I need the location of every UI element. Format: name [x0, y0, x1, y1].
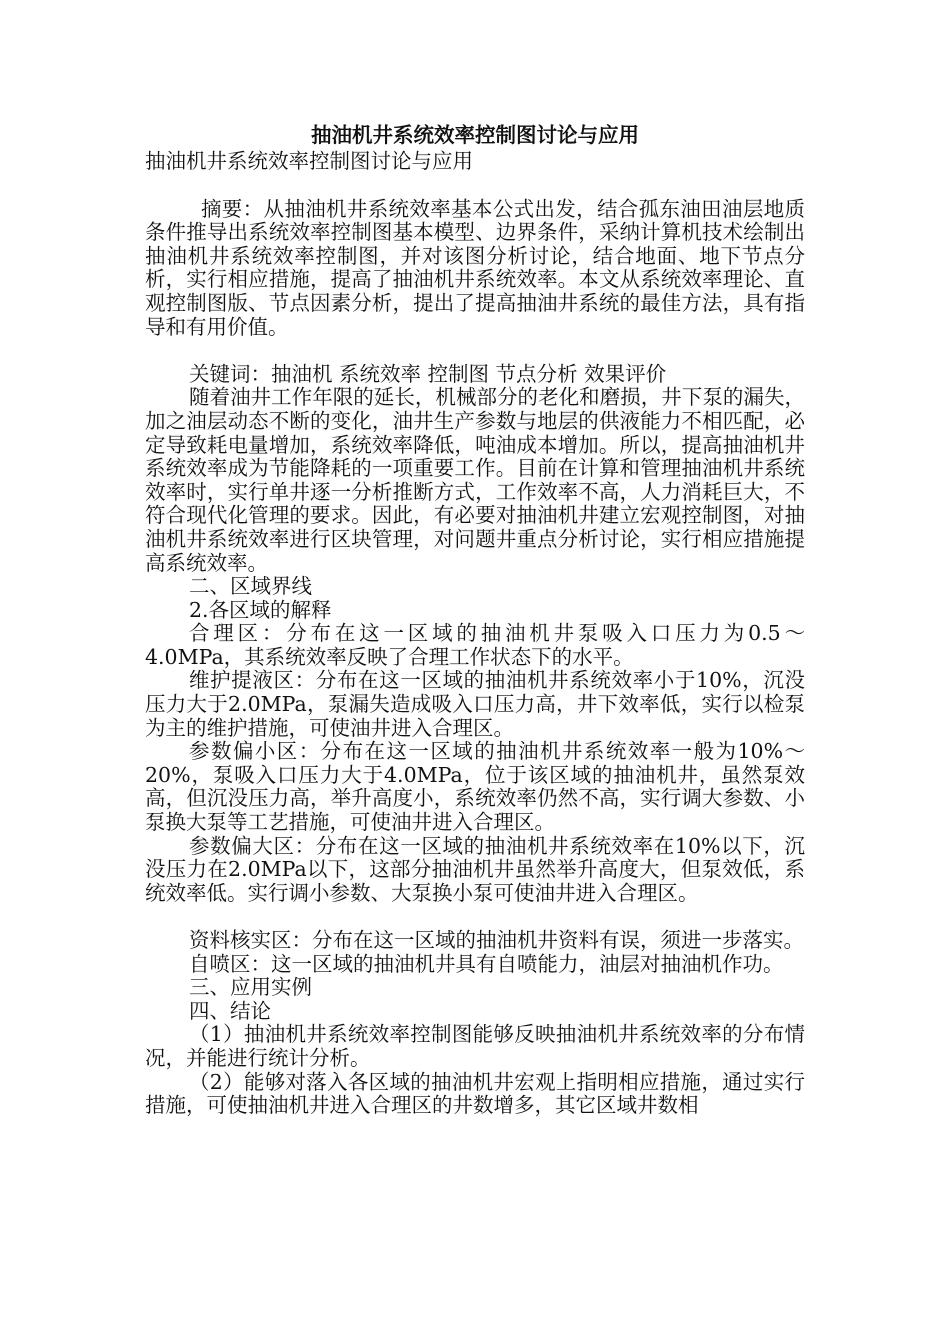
- section-heading-3: 三、应用实例: [189, 975, 312, 1000]
- zone-maintain-paragraph: 维护提液区：分布在这一区域的抽油机井系统效率小于10%，沉没压力大于2.0MPa，泵漏失造成吸入口压力高，井下效率低，实行以检泵为主的维护措施，可使油井进入合理区。: [145, 668, 805, 740]
- conclusion-1-paragraph: （1）抽油机井系统效率控制图能够反映抽油机井系统效率的分布情况，并能进行统计分析。: [145, 1022, 805, 1070]
- zone-flowing-paragraph: 自喷区：这一区域的抽油机井具有自喷能力，油层对抽油机作功。: [189, 951, 784, 976]
- spacer: [145, 905, 805, 929]
- zone-verify-paragraph: 资料核实区：分布在这一区域的抽油机井资料有误，须进一步落实。: [189, 928, 804, 952]
- document-subtitle: 抽油机井系统效率控制图讨论与应用: [145, 149, 473, 173]
- section-heading-2: 二、区域界线: [189, 574, 312, 599]
- keywords-line: 关键词：抽油机 系统效率 控制图 节点分析 效果评价: [189, 361, 667, 386]
- conclusion-2-paragraph: （2）能够对落入各区域的抽油机井宏观上指明相应措施，通过实行措施，可使抽油机井进入合理区的井数增多，其它区域井数相: [145, 1069, 805, 1118]
- document-title: 抽油机井系统效率控制图讨论与应用: [311, 123, 639, 147]
- intro-paragraph: 随着油井工作年限的延长，机械部分的老化和磨损，井下泵的漏失，加之油层动态不断的变化，油井生产参数与地层的供液能力不相匹配，必定导致耗电量增加，系统效率降低，吨油成本增加。所以，提高抽油机井系统效率成为节能降耗的一项重要工作。目前在计算和管理抽油机井系统效率时，实行单井逐一分析推断方式，工作效率不高，人力消耗巨大，不符合现代化管理的要求。因此，有必要对抽油机井建立宏观控制图，对抽油机井系统效率进行区块管理，对问题井重点分析讨论，实行相应措施提高系统效率。: [145, 385, 805, 575]
- zone-reasonable-paragraph: 合理区：分布在这一区域的抽油机井泵吸入口压力为0.5～4.0MPa，其系统效率反映了合理工作状态下的水平。: [145, 621, 805, 669]
- zone-large-paragraph: 参数偏大区：分布在这一区域的抽油机井系统效率在10%以下，沉没压力在2.0MPa以下，这部分抽油机井虽然举升高度大，但泵效低，系统效率低。实行调小参数、大泵换小泵可使油井进入合理区。: [145, 833, 805, 905]
- document-page: [145, 122, 805, 1118]
- abstract-paragraph: 摘要：从抽油机井系统效率基本公式出发，结合孤东油田油层地质条件推导出系统效率控制图基本模型、边界条件，采纳计算机技术绘制出抽油机井系统效率控制图，并对该图分析讨论，结合地面、地下节点分析，实行相应措施，提高了抽油机井系统效率。本文从系统效率理论、直观控制图版、节点因素分析，提出了提高抽油井系统的最佳方法，具有指导和有用价值。: [145, 196, 805, 339]
- subsection-heading: 2.各区域的解释: [189, 597, 332, 622]
- zone-small-paragraph: 参数偏小区：分布在这一区域的抽油机井系统效率一般为10%～20%，泵吸入口压力大于4.0MPa，位于该区域的抽油机井，虽然泵效高，但沉没压力高，举升高度小，系统效率仍然不高，实行调大参数、小泵换大泵等工艺措施，可使油井进入合理区。: [145, 739, 805, 835]
- spacer: [145, 339, 805, 363]
- spacer: [145, 174, 805, 198]
- section-heading-4: 四、结论: [189, 998, 271, 1023]
